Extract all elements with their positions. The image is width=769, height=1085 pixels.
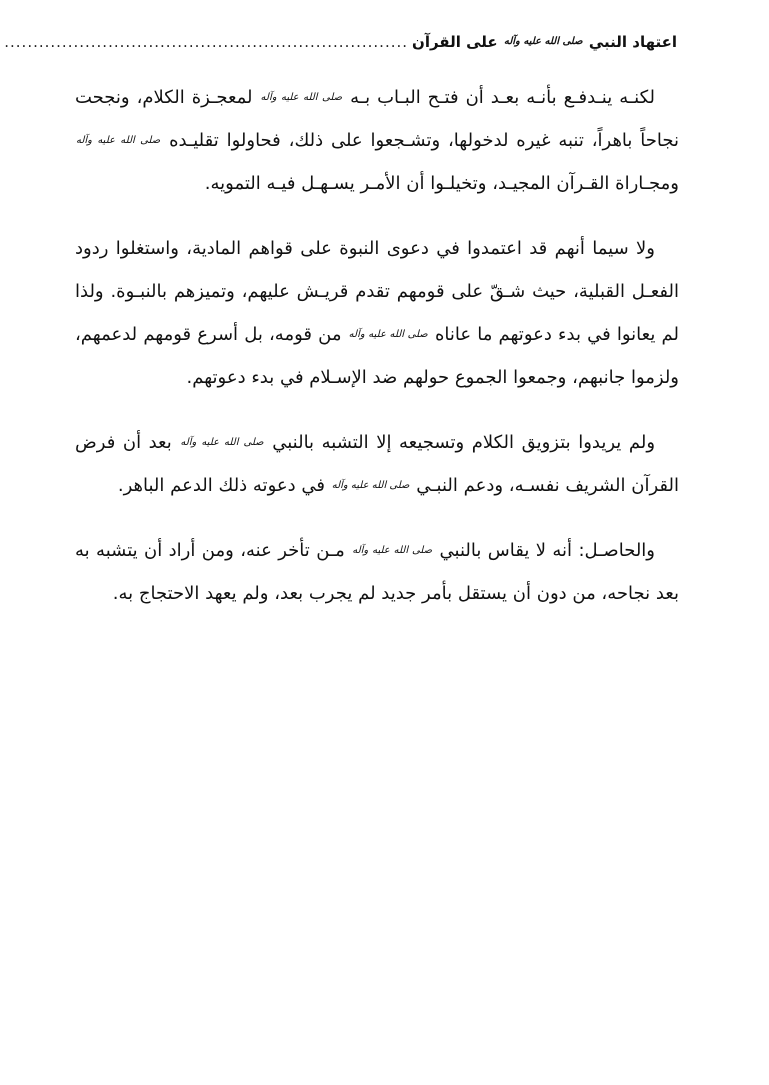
text-segment: لمعجـزة الكلام، ونجحت نجاحاً باهراً، تنبه غيره لدخولها، وتشـجعوا على ذلك، فحاولوا تقليـده — [75, 87, 680, 151]
text-segment: بعد أن فرض القرآن الشريف نفسـه، ودعم النبـي — [75, 432, 679, 496]
paragraph-4 — [75, 529, 679, 615]
text-segment: في دعوته ذلك الدعم الباهر. — [117, 475, 325, 496]
paragraph-1 — [75, 76, 679, 205]
honorific-glyph: صلى الله عليه وآله — [180, 437, 264, 448]
honorific-glyph: صلى الله عليه وآله — [260, 92, 343, 103]
honorific-glyph: صلى الله عليه وآله — [503, 36, 583, 47]
paragraph-2 — [75, 227, 679, 399]
honorific-glyph: صلى الله عليه وآله — [352, 545, 433, 556]
text-segment: ولم يريدوا بتزويق الكلام وتسجيعه إلا التشبه بالنبي — [272, 432, 656, 453]
body-text — [75, 76, 679, 637]
honorific-glyph: صلى الله عليه وآله — [348, 329, 428, 340]
text-segment: من قومه، بل أسرع قومهم لدعمهم، ولزموا جانبهم، وجمعوا الجموع حولهم ضد الإسـلام في بدء دعوتهم. — [75, 324, 679, 388]
text-segment: لكنـه ينـدفـع بأنـه بعـد أن فتـح البـاب بـه — [350, 87, 655, 108]
dot-leader: ...................................................................... — [4, 33, 409, 51]
text-segment: مـن تأخر عنه، ومن أراد أن يتشبه به بعد نجاحه، من دون أن يستقل بأمر جديد لم يجرب بعد، ولم يعهد الاحتجاج به. — [75, 540, 679, 604]
running-title — [412, 33, 677, 51]
running-title-text: اعتهاد النبي — [583, 33, 677, 51]
text-segment: ومجـاراة القـرآن المجيـد، وتخيلـوا أن الأمـر يسـهـل فيـه التمويه. — [204, 173, 679, 194]
honorific-glyph: صلى الله عليه وآله — [76, 135, 161, 146]
text-segment: والحاصـل: أنه لا يقاس بالنبي — [439, 540, 655, 561]
running-title-text-end: على القرآن — [412, 33, 503, 51]
paragraph-3 — [75, 421, 679, 507]
text-segment: ولا سيما أنهم قد اعتمدوا في دعوى النبوة على قواهم المادية، واستغلوا ردود الفعـل القبلية، حيث شـقّ على قومهم تقدم قريـش عليهم، وتميزهم بالنبـوة. ولذا لم يعانوا في بدء دعوتهم ما عاناه — [75, 238, 679, 345]
running-header — [4, 30, 677, 54]
honorific-glyph: صلى الله عليه وآله — [331, 480, 410, 491]
